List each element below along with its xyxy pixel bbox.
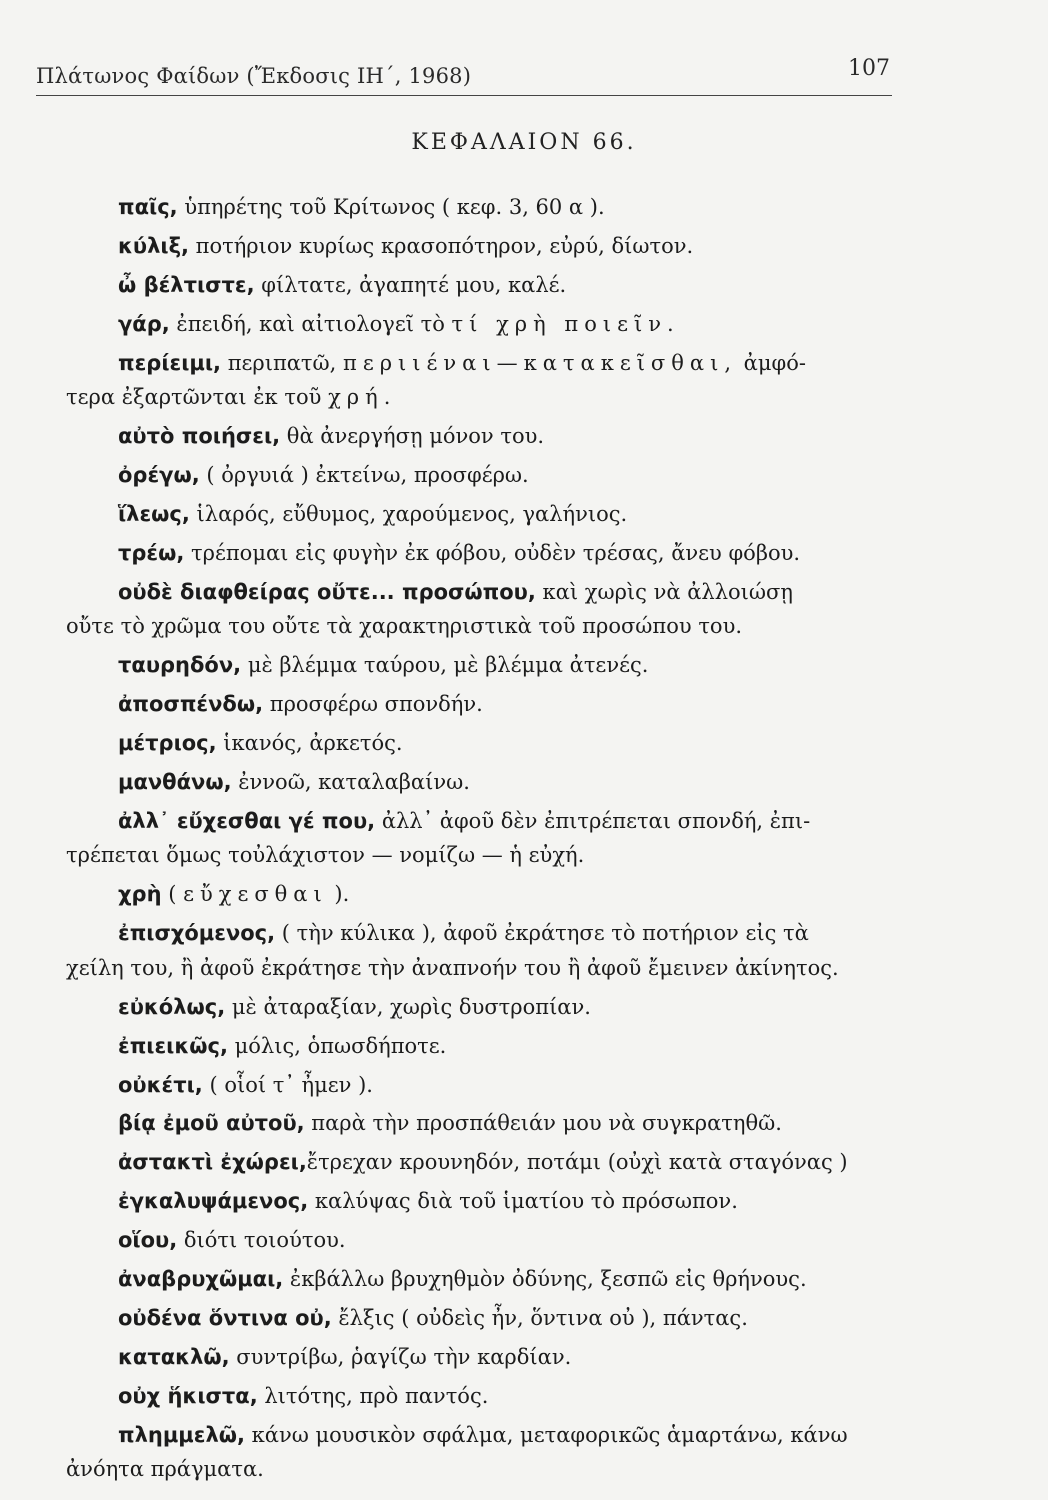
- entry-definition: καὶ χωρὶς νὰ ἀλλοιώσῃ: [535, 579, 793, 604]
- entry-term: οὐκέτι,: [118, 1072, 203, 1097]
- glossary-entry: [118, 419, 908, 454]
- entry-spaced-text: τί χρὴ ποιεῖν.: [451, 311, 680, 336]
- entry-term: οὐχ ἥκιστα,: [118, 1383, 258, 1408]
- entry-term: ἵλεως,: [118, 501, 190, 526]
- glossary-entry: [118, 1301, 908, 1336]
- header-rule: [36, 95, 892, 96]
- glossary-entry: [66, 804, 908, 873]
- entry-term: ἀποσπένδω,: [118, 692, 264, 717]
- entry-continuation: οὔτε τὸ χρῶμα του οὔτε τὰ χαρακτηριστικὰ τοῦ προσώπου του.: [66, 614, 743, 639]
- entry-definition: ( ὀργυιά ) ἐκτείνω, προσφέρω.: [199, 463, 529, 487]
- glossary-entry: [118, 1223, 908, 1258]
- entry-definition: μὲ βλέμμα ταύρου, μὲ βλέμμα ἀτενές.: [241, 653, 649, 678]
- running-title: Πλάτωνος Φαίδων (Ἔκδοσις ΙΗ΄, 1968): [36, 64, 472, 88]
- entry-continuation: ἀνόητα πράγματα.: [66, 1457, 264, 1482]
- glossary-entry: [66, 575, 908, 644]
- entry-term: πλημμελῶ,: [118, 1422, 245, 1447]
- glossary-entry: [118, 1106, 908, 1141]
- glossary-entry: [118, 229, 908, 264]
- chapter-title: ΚΕΦΑΛΑΙΟΝ 66.: [411, 130, 637, 155]
- glossary-entry: [118, 1379, 908, 1414]
- entry-definition: παρὰ τὴν προσπάθειάν μου νὰ συγκρατηθῶ.: [304, 1111, 782, 1136]
- glossary-entry: [118, 687, 908, 722]
- entry-definition: ἀλλ᾽ ἀφοῦ δὲν ἐπιτρέπεται σπονδή, ἐπι-: [375, 808, 811, 833]
- entry-term: ἐπιεικῶς,: [118, 1033, 228, 1058]
- entry-definition: ποτήριον κυρίως κρασοπότηρον, εὐρύ, δίωτον.: [188, 233, 694, 258]
- entry-definition: συντρίβω, ῥαγίζω τὴν καρδίαν.: [229, 1344, 572, 1369]
- glossary-entry: [118, 190, 908, 225]
- entry-term: οὐδένα ὅντινα οὐ,: [118, 1305, 332, 1330]
- entry-term: βίᾳ ἐμοῦ αὐτοῦ,: [118, 1111, 305, 1136]
- entry-spaced-text: χρή.: [328, 385, 397, 410]
- entry-definition: μὲ ἀταραξίαν, χωρὶς δυστροπίαν.: [225, 994, 591, 1019]
- glossary-entry: [66, 346, 908, 415]
- entry-definition: ἔτρεχαν κρουνηδόν, ποτάμι (οὐχὶ κατὰ σταγόνας ): [306, 1150, 848, 1175]
- entry-term: χρὴ: [118, 882, 162, 907]
- entry-definition: θὰ ἀνεργήσῃ μόνον του.: [280, 424, 545, 449]
- entry-continuation: τερα ἐξαρτῶνται ἐκ τοῦ χρή.: [66, 385, 397, 410]
- entry-term: κατακλῶ,: [118, 1344, 230, 1369]
- entry-term: ὦ βέλτιστε,: [118, 272, 255, 297]
- entry-continuation: τρέπεται ὅμως τοὐλάχιστον — νομίζω — ἡ εὐχή.: [66, 843, 585, 868]
- entry-definition: τρέπομαι εἰς φυγὴν ἐκ φόβου, οὐδὲν τρέσας, ἄνευ φόβου.: [184, 540, 801, 565]
- entry-spaced-text: εὔχεσθαι: [183, 882, 328, 907]
- glossary-entry: [118, 1068, 908, 1103]
- entry-term: ἐπισχόμενος,: [118, 921, 276, 946]
- entry-term: οἵου,: [118, 1228, 178, 1253]
- entry-definition: φίλτατε, ἀγαπητέ μου, καλέ.: [254, 272, 567, 297]
- entry-definition: ( τὴν κύλικα ), ἀφοῦ ἐκράτησε τὸ ποτήριον εἰς τὰ: [275, 921, 809, 946]
- entry-term: παῖς,: [118, 195, 178, 219]
- entry-term: ταυρηδόν,: [118, 653, 242, 678]
- glossary-entry: [118, 536, 908, 571]
- entry-definition: προσφέρω σπονδήν.: [263, 692, 483, 717]
- entry-term: ἀναβρυχῶμαι,: [118, 1267, 284, 1291]
- glossary-entry: [118, 1184, 908, 1219]
- entry-term: κύλιξ,: [118, 233, 189, 258]
- glossary-entry: [118, 1262, 908, 1297]
- entry-definition: ἐκβάλλω βρυχηθμὸν ὀδύνης, ξεσπῶ εἰς θρήνους.: [283, 1267, 807, 1291]
- entry-term: ἐγκαλυψάμενος,: [118, 1189, 309, 1214]
- entry-term: μανθάνω,: [118, 769, 232, 794]
- entry-definition: ἱκανός, ἀρκετός.: [216, 731, 403, 755]
- entry-definition-tail: ἀμφό-: [737, 350, 806, 375]
- entry-definition: διότι τοιούτου.: [177, 1228, 346, 1253]
- entry-term: οὐδὲ διαφθείρας οὔτε... προσώπου,: [118, 579, 536, 604]
- entry-definition: μόλις, ὁπωσδήποτε.: [227, 1033, 447, 1058]
- entry-definition: κάνω μουσικὸν σφάλμα, μεταφορικῶς ἁμαρτάνω, κάνω: [244, 1422, 848, 1447]
- entry-definition: ὑπηρέτης τοῦ Κρίτωνος ( κεφ. 3, 60 α ).: [177, 195, 605, 219]
- glossary-entry: [118, 1029, 908, 1064]
- entry-continuation: χείλη του, ἢ ἀφοῦ ἐκράτησε τὴν ἀναπνοήν του ἢ ἀφοῦ ἔμεινεν ἀκίνητος.: [66, 955, 839, 980]
- entry-definition: (: [161, 882, 184, 907]
- entry-term: εὐκόλως,: [118, 994, 226, 1019]
- entry-term: ὀρέγω,: [118, 463, 200, 487]
- entry-spaced-text: περιιέναι—κατακεῖσθαι,: [343, 350, 737, 375]
- glossary-entry: [118, 307, 908, 342]
- entry-definition: ἐπειδή, καὶ αἰτιολογεῖ τὸ: [169, 311, 452, 336]
- glossary-entry: [118, 497, 908, 532]
- page-number: 107: [848, 56, 890, 81]
- entry-definition-tail: ).: [327, 882, 350, 907]
- entry-term: μέτριος,: [118, 731, 217, 755]
- entry-definition: καλύψας διὰ τοῦ ἱματίου τὸ πρόσωπον.: [308, 1189, 738, 1214]
- entry-term: περίειμι,: [118, 350, 222, 375]
- entry-term: ἀστακτὶ ἐχώρει,: [118, 1150, 307, 1175]
- entry-term: ἀλλ᾽ εὔχεσθαι γέ που,: [118, 808, 376, 833]
- glossary-entry: [118, 1340, 908, 1375]
- entry-term: γάρ,: [118, 311, 170, 336]
- glossary-entry: [118, 1145, 908, 1180]
- glossary-entry: [118, 726, 908, 761]
- glossary-entry: [118, 877, 908, 912]
- entry-definition: λιτότης, πρὸ παντός.: [257, 1383, 489, 1408]
- glossary-entry: [66, 1418, 908, 1487]
- entry-term: τρέω,: [118, 540, 185, 565]
- glossary-entry: [118, 648, 908, 683]
- entry-definition: ἔλξις ( οὐδεὶς ἦν, ὅντινα οὐ ), πάντας.: [331, 1305, 748, 1330]
- glossary-entry: [118, 990, 908, 1025]
- entry-definition: ἱλαρός, εὔθυμος, χαρούμενος, γαλήνιος.: [189, 501, 628, 526]
- entry-term: αὐτὸ ποιήσει,: [118, 424, 281, 449]
- entry-definition: ( οἷοί τ᾽ ἦμεν ).: [202, 1072, 373, 1097]
- glossary-entry: [66, 916, 908, 985]
- glossary-entry: [118, 268, 908, 303]
- entry-definition: περιπατῶ,: [221, 350, 344, 375]
- entry-definition: ἐννοῶ, καταλαβαίνω.: [231, 769, 470, 794]
- glossary-entry: [118, 765, 908, 800]
- glossary-entry: [118, 458, 908, 493]
